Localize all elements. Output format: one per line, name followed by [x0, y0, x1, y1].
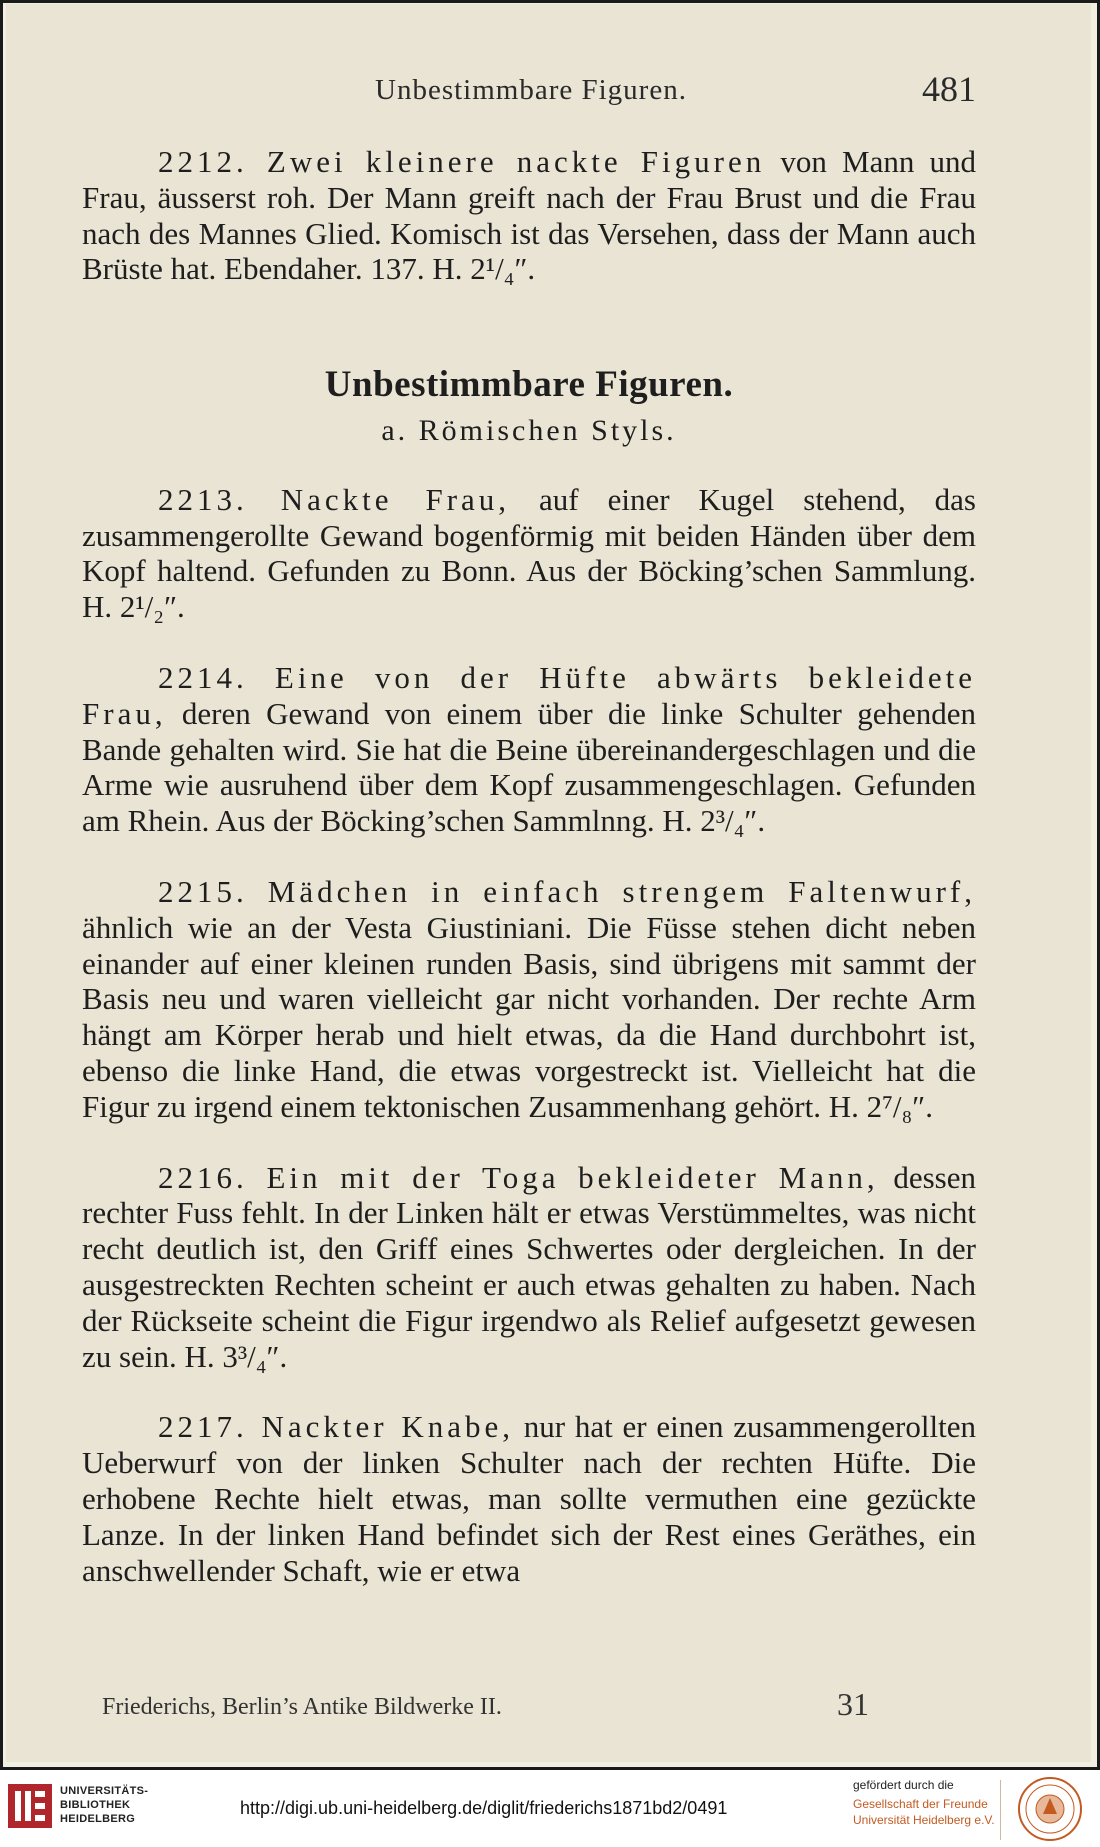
entry-lead: 2214. Eine von der Hüfte abwärts bekleidete Frau,	[82, 659, 976, 731]
entry-lead: 2217. Nackter Knabe,	[158, 1409, 515, 1445]
catalog-entry-2213	[82, 482, 976, 625]
funding-label: gefördert durch die	[853, 1778, 954, 1792]
library-name	[60, 1784, 148, 1826]
entry-text: nur hat er einen zusammengerollten Ueberwurf von der linken Schulter nach der rechten Hüfte. Die erhobene Rechte hielt etwas, man sollte vermuthen eine gezückte Lanze. In der linken Hand befindet sich der Rest eines Geräthes, ein anschwellender Schaft, wie er etwa	[82, 1409, 976, 1588]
page-paper	[6, 4, 1091, 1762]
library-line: HEIDELBERG	[60, 1813, 136, 1825]
library-line: BIBLIOTHEK	[60, 1799, 131, 1811]
catalog-entry-2214	[82, 660, 976, 839]
entry-lead: 2212. Zwei kleinere nackte Figuren	[158, 144, 766, 179]
library-line: UNIVERSITÄTS-	[60, 1785, 149, 1797]
digitization-banner	[0, 1770, 1100, 1847]
page-header	[86, 64, 976, 124]
entry-text: deren Gewand von einem über die linke Schulter gehenden Bande gehalten wird. Sie hat die Beine übereinandergeschlagen und die Arme wie ausruhend über dem Kopf zusammengeschlagen. Gefunden am Rhein. Aus der Böcking’schen Sammlnng. H. 2³/₄″.	[82, 695, 976, 839]
entry-lead: 2213. Nackte Frau,	[158, 481, 511, 517]
entry-text: von Mann und Frau, äusserst roh. Der Mann greift nach der Frau Brust und die Frau nach des Mannes Glied. Komisch ist das Versehen, dass der Mann auch Brüste hat. Ebendaher. 137. H. 2¹/₄″.	[82, 144, 976, 287]
entry-text: auf einer Kugel stehend, das zusammengerollte Gewand bogenförmig mit beiden Händen über dem Kopf haltend. Gefunden zu Bonn. Aus der Böcking’schen Sammlung. H. 2¹/₂″.	[82, 481, 976, 625]
permalink-url[interactable]: http://digi.ub.uni-heidelberg.de/diglit/friederichs1871bd2/0491	[240, 1798, 728, 1818]
university-seal-icon	[1017, 1776, 1083, 1842]
catalog-entry-2212	[82, 144, 976, 287]
catalog-entry-2217	[82, 1409, 976, 1588]
running-head: Unbestimmbare Figuren.	[375, 74, 687, 106]
section-subtitle: a. Römischen Styls.	[381, 413, 677, 447]
page-body	[82, 144, 976, 1623]
ub-heidelberg-logo-icon	[8, 1784, 52, 1828]
section-title: Unbestimmbare Figuren.	[324, 364, 734, 406]
banner-divider	[1000, 1780, 1001, 1840]
printer-signature: Friederichs, Berlin’s Antike Bildwerke II.	[102, 1694, 502, 1720]
society-name	[853, 1796, 995, 1828]
catalog-entry-2215	[82, 874, 976, 1125]
entry-lead: 2215. Mädchen in einfach strengem Faltenwurf,	[158, 873, 976, 909]
entry-lead: 2216. Ein mit der Toga bekleideter Mann,	[158, 1159, 879, 1195]
society-line: Gesellschaft der Freunde	[853, 1797, 988, 1811]
entry-text: ähnlich wie an der Vesta Giustiniani. Die Füsse stehen dicht neben einander auf einer kleinen runden Basis, sind übrigens mit sammt der Basis neu und waren vielleicht gar nicht vorhanden. Der rechte Arm hängt am Körper herab und hielt etwas, da die Hand durchbohrt ist, ebenso die linke Hand, die etwas vorgestreckt ist. Vielleicht hat die Figur zu irgend einem tektonischen Zusammenhang gehört. H. 2⁷/₈″.	[82, 909, 976, 1124]
signature-number: 31	[837, 1686, 869, 1722]
page-number: 481	[922, 69, 976, 109]
entry-text: dessen rechter Fuss fehlt. In der Linken hält er etwas Verstümmeltes, was nicht recht deutlich ist, den Griff eines Schwertes oder dergleichen. In der ausgestreckten Rechten scheint er auch etwas gehalten zu haben. Nach der Rückseite scheint die Figur irgendwo als Relief aufgesetzt gewesen zu sein. H. 3³/₄″.	[82, 1159, 976, 1374]
society-line: Universität Heidelberg e.V.	[853, 1813, 995, 1827]
catalog-entry-2216	[82, 1160, 976, 1375]
